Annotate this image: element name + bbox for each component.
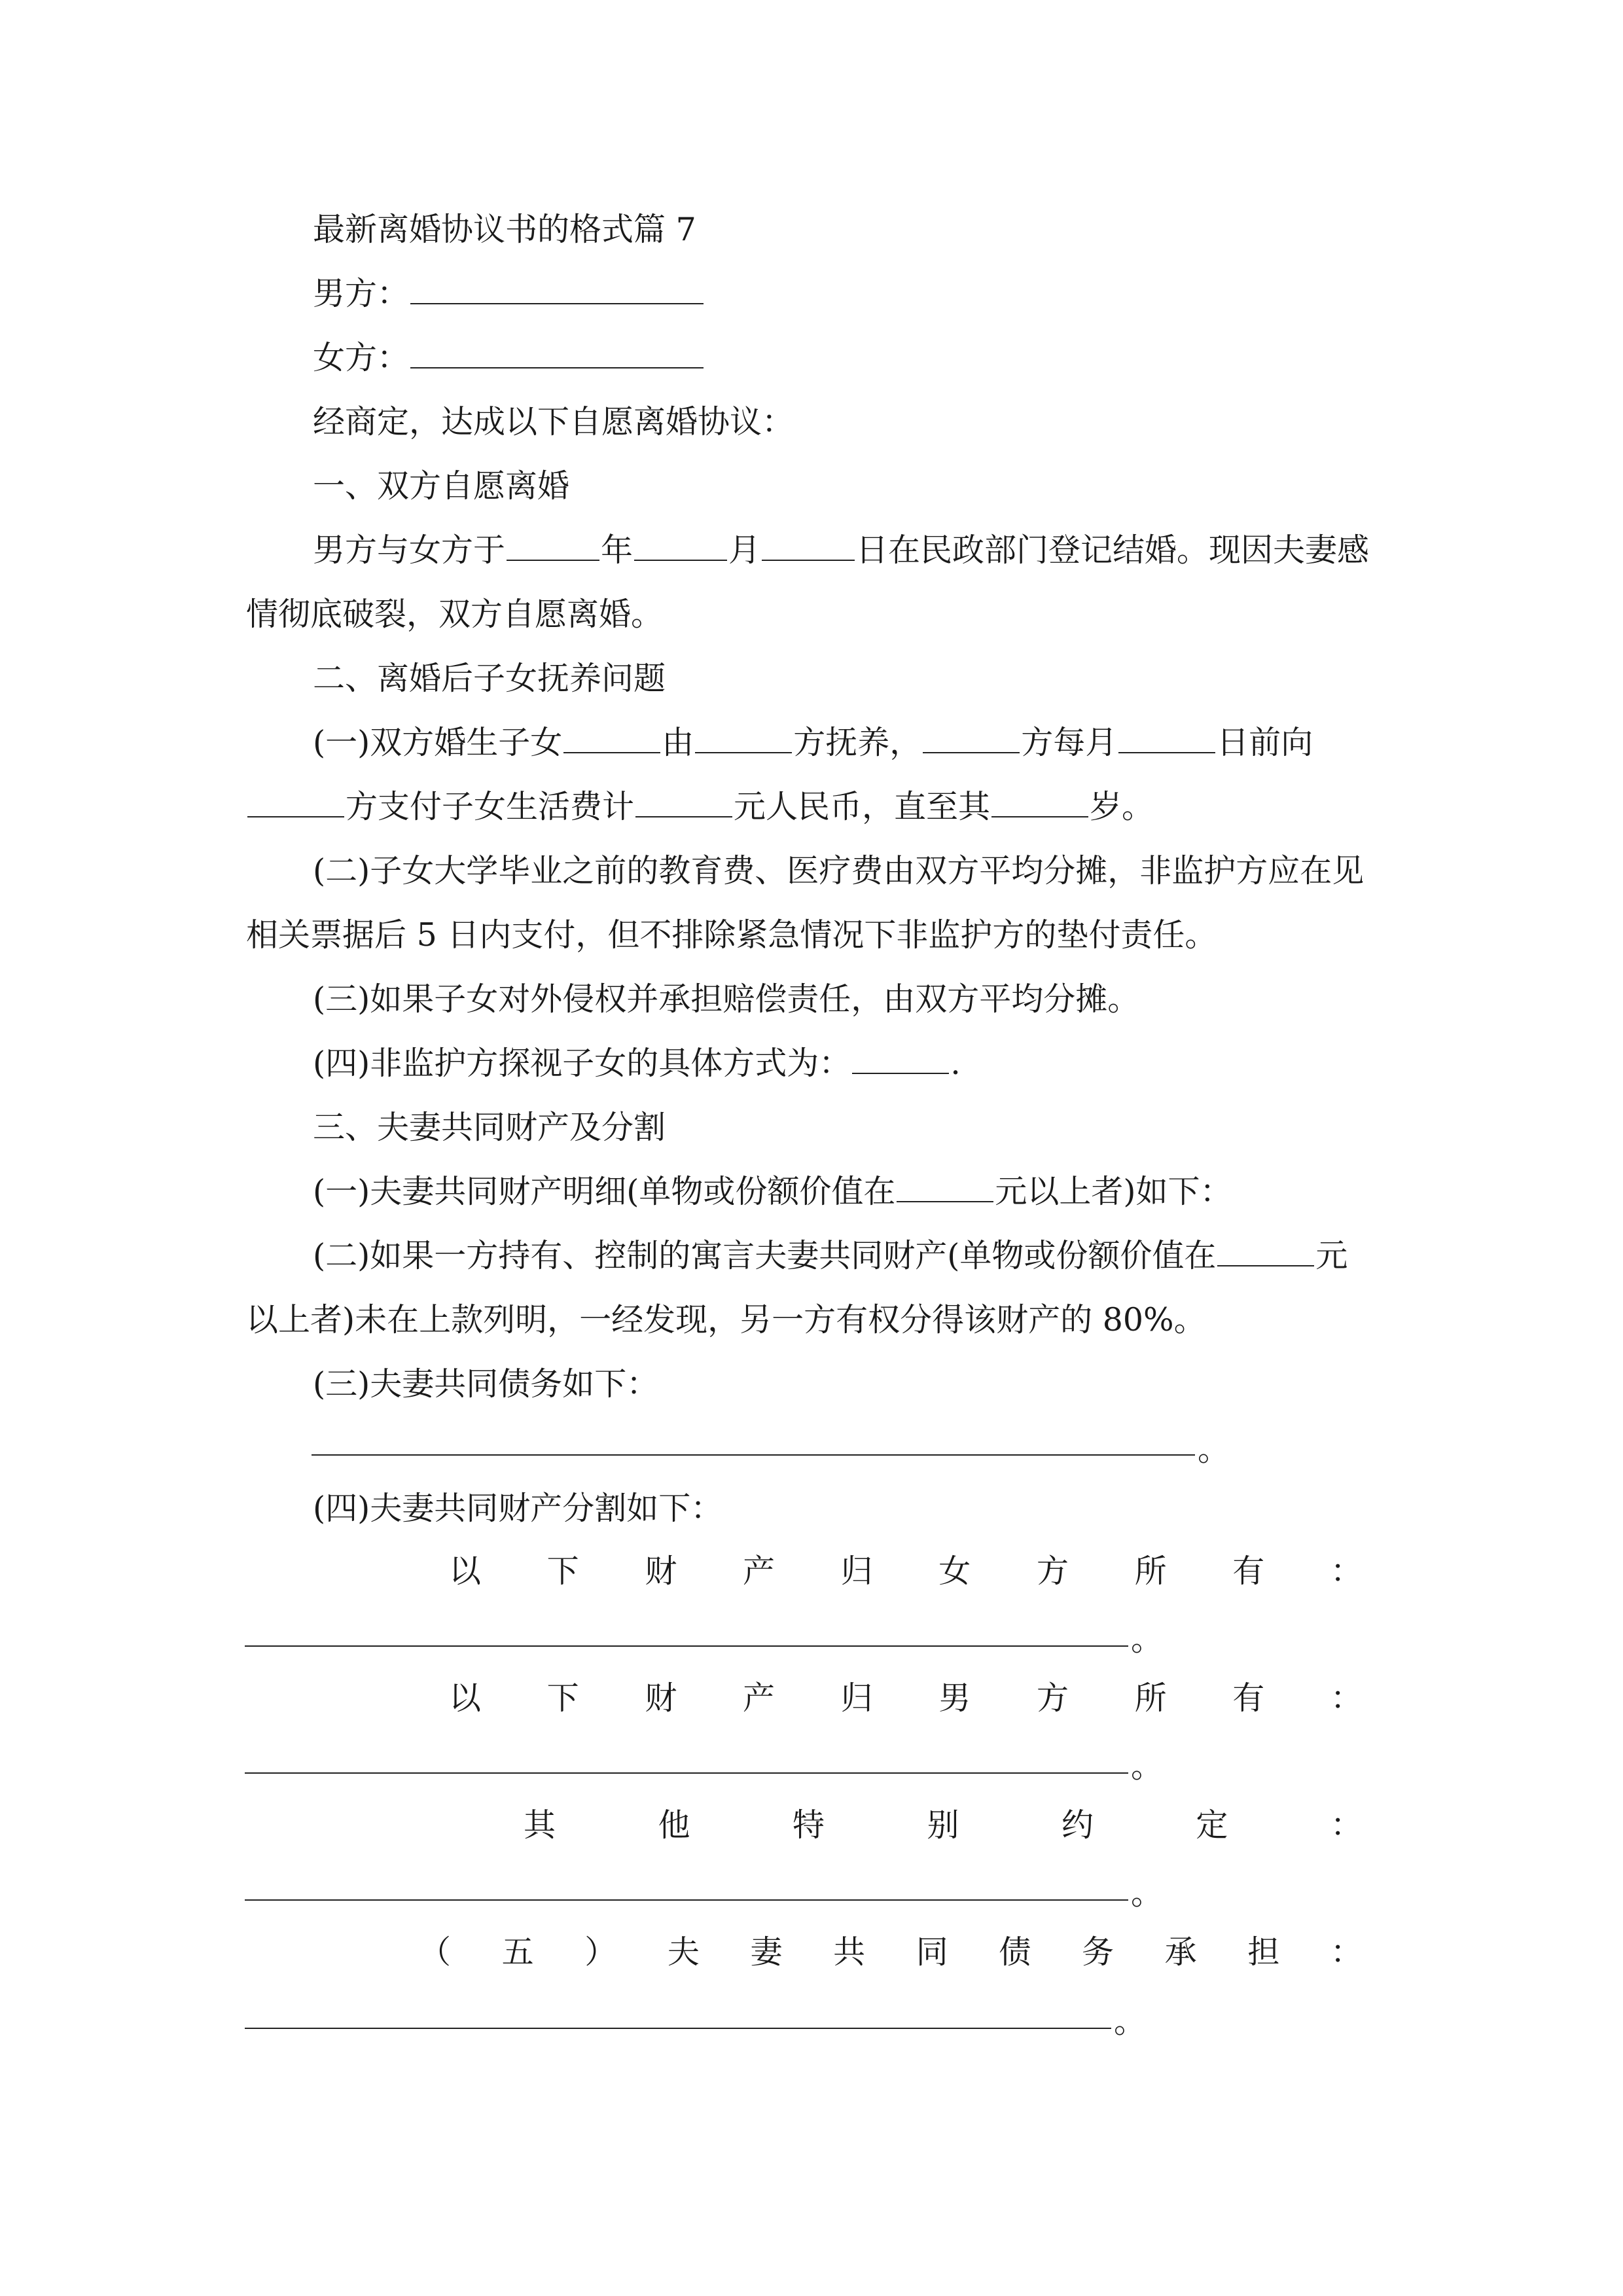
char: ） (584, 1933, 617, 1971)
section3-heading: 三、夫妻共同财产及分割 (313, 1109, 666, 1146)
husband-blank (410, 298, 704, 304)
husband-property-label (449, 1679, 1363, 1717)
char: 担 (1247, 1933, 1280, 1971)
char: 所 (1134, 1679, 1167, 1717)
text: . (950, 1045, 961, 1082)
text: 月 (728, 531, 761, 569)
section1-paragraph-line1 (313, 531, 1370, 569)
char: 财 (645, 1552, 677, 1590)
char: 方 (1036, 1679, 1069, 1717)
text: 日在民政部门登记结婚。现因夫妻感 (856, 531, 1370, 569)
text: 元 (1315, 1237, 1348, 1274)
wife-property-label (449, 1552, 1363, 1590)
wife-property-blank-line (245, 1645, 1128, 1647)
char: 下 (546, 1552, 579, 1590)
text: 男方与女方于 (313, 531, 506, 569)
other-terms-period: 。 (1131, 1874, 1164, 1912)
char: 五 (501, 1933, 534, 1971)
char: ： (1330, 1552, 1363, 1590)
visit-method-blank (852, 1067, 949, 1074)
section3-clause1 (313, 1175, 1232, 1208)
amount-blank (635, 811, 732, 817)
text: 由 (662, 724, 694, 761)
section2-clause1-line1 (313, 726, 1313, 759)
wife-property-period: 。 (1131, 1621, 1164, 1658)
char: 债 (999, 1933, 1031, 1971)
text: 年 (601, 531, 633, 569)
section2-clause2-line1: (二)子女大学毕业之前的教育费、医疗费由双方平均分摊，非监护方应在见 (313, 852, 1364, 889)
other-terms-blank-line (245, 1899, 1128, 1901)
text: 元人民币，直至其 (734, 788, 991, 825)
char: 归 (840, 1552, 873, 1590)
text: (一)夫妻共同财产明细(单物或份额价值在 (313, 1173, 896, 1210)
section2-clause1-line2 (246, 788, 1154, 825)
section3-clause2-line1 (313, 1237, 1348, 1274)
value-threshold-blank (897, 1196, 993, 1202)
char: 方 (1036, 1552, 1069, 1590)
section3-clause2-line2: 以上者)未在上款列明，一经发现，另一方有权分得该财产的 80%。 (246, 1301, 1206, 1338)
char: 他 (658, 1806, 690, 1844)
text: (四)非监护方探视子女的具体方式为： (313, 1045, 851, 1082)
husband-field (313, 275, 705, 312)
husband-property-period: 。 (1131, 1748, 1164, 1785)
text: 元以上者)如下： (995, 1173, 1232, 1210)
section2-clause3: (三)如果子女对外侵权并承担赔偿责任，由双方平均分摊。 (313, 980, 1140, 1018)
char: ： (1330, 1933, 1363, 1971)
char: 下 (546, 1679, 579, 1717)
char: 其 (524, 1806, 556, 1844)
pay-day-blank (1118, 747, 1215, 753)
children-blank (563, 747, 660, 753)
section1-heading: 一、双方自愿离婚 (313, 467, 570, 505)
text: (二)如果一方持有、控制的寓言夫妻共同财产(单物或份额价值在 (313, 1237, 1217, 1274)
char: 以 (449, 1552, 482, 1590)
char: 同 (916, 1933, 948, 1971)
intro-paragraph: 经商定，达成以下自愿离婚协议： (313, 403, 794, 440)
section2-clause4 (313, 1045, 961, 1082)
year-blank (507, 554, 599, 561)
husband-label: 男方： (313, 275, 410, 312)
month-blank (634, 554, 727, 561)
text: 日前向 (1217, 724, 1313, 761)
section2-heading: 二、离婚后子女抚养问题 (313, 660, 666, 697)
char: 别 (927, 1806, 959, 1844)
char: 财 (645, 1679, 677, 1717)
debt-bearing-label (419, 1933, 1363, 1971)
char: 以 (449, 1679, 482, 1717)
char: 承 (1164, 1933, 1197, 1971)
day-blank (762, 554, 855, 561)
text: 岁。 (1090, 788, 1154, 825)
char: 产 (742, 1679, 775, 1717)
hidden-value-blank (1217, 1260, 1314, 1266)
char: 特 (792, 1806, 825, 1844)
char: （ (419, 1933, 452, 1971)
char: ： (1330, 1679, 1363, 1717)
char: 妻 (750, 1933, 783, 1971)
char: 约 (1061, 1806, 1094, 1844)
char: ： (1330, 1806, 1363, 1844)
age-blank (991, 811, 1088, 817)
char: 夫 (667, 1933, 700, 1971)
char: 有 (1232, 1552, 1265, 1590)
text: (一)双方婚生子女 (313, 724, 563, 761)
payee-blank (247, 811, 344, 817)
wife-blank (410, 362, 704, 368)
text: 方支付子女生活费计 (346, 788, 635, 825)
custody-blank (695, 747, 792, 753)
text: 方每月 (1021, 724, 1118, 761)
char: 定 (1196, 1806, 1228, 1844)
debt-line-period: 。 (1198, 1431, 1230, 1468)
section3-clause4: (四)夫妻共同财产分割如下： (313, 1490, 723, 1527)
char: 务 (1082, 1933, 1115, 1971)
section3-clause3: (三)夫妻共同债务如下： (313, 1365, 659, 1403)
char: 男 (938, 1679, 971, 1717)
other-terms-label (524, 1806, 1363, 1844)
wife-field (313, 339, 705, 376)
char: 有 (1232, 1679, 1265, 1717)
text: 方抚养， (793, 724, 922, 761)
debt-bearing-blank-line (245, 2028, 1111, 2029)
char: 女 (938, 1552, 971, 1590)
debt-bearing-period: 。 (1114, 2003, 1147, 2040)
char: 共 (833, 1933, 866, 1971)
document-title: 最新离婚协议书的格式篇 7 (313, 211, 696, 248)
char: 产 (742, 1552, 775, 1590)
char: 所 (1134, 1552, 1167, 1590)
debt-blank-line (312, 1454, 1195, 1456)
wife-label: 女方： (313, 339, 410, 376)
char: 归 (840, 1679, 873, 1717)
husband-property-blank-line (245, 1772, 1128, 1774)
payer-blank (923, 747, 1020, 753)
section2-clause2-line2: 相关票据后 5 日内支付，但不排除紧急情况下非监护方的垫付责任。 (246, 916, 1217, 954)
section1-paragraph-line2: 情彻底破裂，双方自愿离婚。 (246, 596, 664, 633)
